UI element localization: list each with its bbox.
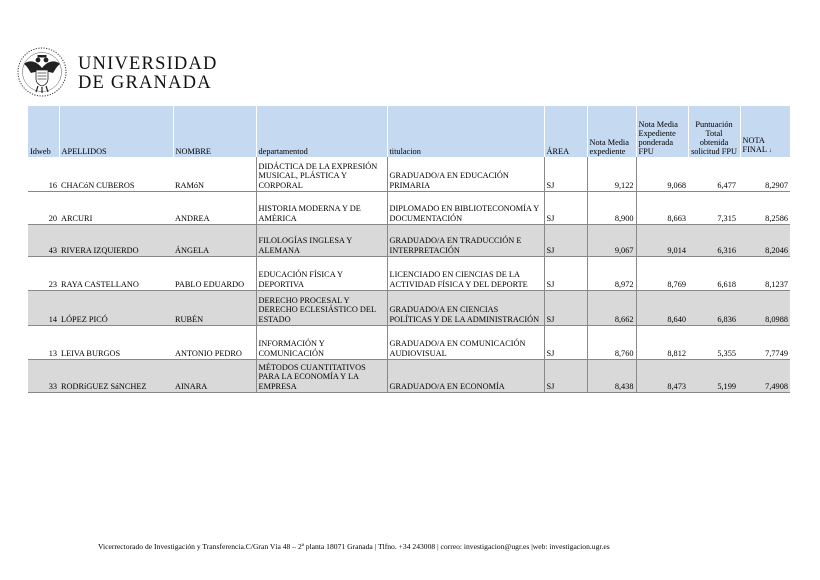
cell-nota-ponderada: 8,640 <box>636 291 688 326</box>
cell-nombre: RAMóN <box>173 157 256 192</box>
cell-nombre: ÁNGELA <box>173 225 256 257</box>
cell-departamento: DERECHO PROCESAL Y DERECHO ECLESIÁSTICO DEL ESTADO <box>256 291 387 326</box>
cell-nombre: AINARA <box>173 360 256 393</box>
cell-nota-media: 8,662 <box>587 291 636 326</box>
cell-puntuacion: 7,315 <box>688 192 740 225</box>
cell-departamento: FILOLOGÍAS INGLESA Y ALEMANA <box>256 225 387 257</box>
cell-idweb: 23 <box>28 257 59 291</box>
cell-departamento: MÉTODOS CUANTITATIVOS PARA LA ECONOMÍA Y LA EMPRESA <box>256 360 387 393</box>
cell-puntuacion: 6,477 <box>688 157 740 192</box>
cell-nota-media: 8,900 <box>587 192 636 225</box>
page-footer: Vicerrectorado de Investigación y Transferencia.C/Gran Vía 48 – 2ª planta 18071 Granada | Tlfno. +34 243008 | correo: investigacion@ugr.es |web: investigacion.ugr.es <box>98 542 610 551</box>
cell-area: SJ <box>544 225 587 257</box>
cell-nombre: RUBÉN <box>173 291 256 326</box>
sort-arrow-icon[interactable]: ↓ <box>768 148 772 154</box>
table-row <box>28 225 790 257</box>
cell-apellidos: RODRíGUEZ SáNCHEZ <box>59 360 173 393</box>
cell-nota-final: 8,2907 <box>740 157 790 192</box>
cell-departamento: DIDÁCTICA DE LA EXPRESIÓN MUSICAL, PLÁSTICA Y CORPORAL <box>256 157 387 192</box>
cell-apellidos: RIVERA IZQUIERDO <box>59 225 173 257</box>
cell-apellidos: LEIVA BURGOS <box>59 326 173 360</box>
cell-nota-final: 7,4908 <box>740 360 790 393</box>
cell-puntuacion: 5,199 <box>688 360 740 393</box>
cell-idweb: 13 <box>28 326 59 360</box>
cell-idweb: 33 <box>28 360 59 393</box>
col-header-titulacion[interactable]: titulacion <box>387 106 544 157</box>
col-header-nombre[interactable]: NOMBRE <box>173 106 256 157</box>
university-name-line1: UNIVERSIDAD <box>78 54 218 74</box>
table-row <box>28 360 790 393</box>
table-row <box>28 157 790 192</box>
col-header-nota-final[interactable] <box>740 106 790 157</box>
cell-area: SJ <box>544 157 587 192</box>
cell-puntuacion: 6,836 <box>688 291 740 326</box>
cell-nota-final: 8,1237 <box>740 257 790 291</box>
cell-nota-ponderada: 8,663 <box>636 192 688 225</box>
university-name-line2: DE GRANADA <box>78 73 212 93</box>
cell-nota-final: 8,0988 <box>740 291 790 326</box>
cell-nota-media: 8,760 <box>587 326 636 360</box>
university-logotype <box>78 55 218 93</box>
cell-nota-media: 9,122 <box>587 157 636 192</box>
cell-nombre: ANDREA <box>173 192 256 225</box>
table-header-row <box>28 106 790 157</box>
table-row <box>28 291 790 326</box>
col-header-departamento[interactable]: departamentod <box>256 106 387 157</box>
cell-titulacion: LICENCIADO EN CIENCIAS DE LA ACTIVIDAD FÍSICA Y DEL DEPORTE <box>387 257 544 291</box>
cell-departamento: HISTORIA MODERNA Y DE AMÉRICA <box>256 192 387 225</box>
cell-idweb: 14 <box>28 291 59 326</box>
cell-nota-ponderada: 9,014 <box>636 225 688 257</box>
cell-nota-media: 8,972 <box>587 257 636 291</box>
cell-nota-final: 7,7749 <box>740 326 790 360</box>
cell-area: SJ <box>544 192 587 225</box>
cell-apellidos: LÓPEZ PICÓ <box>59 291 173 326</box>
col-header-nota-media[interactable]: Nota Media expediente <box>587 106 636 157</box>
table-row <box>28 257 790 291</box>
cell-titulacion: DIPLOMADO EN BIBLIOTECONOMÍA Y DOCUMENTACIÓN <box>387 192 544 225</box>
cell-nombre: PABLO EDUARDO <box>173 257 256 291</box>
university-crest-icon <box>14 46 70 98</box>
results-table <box>28 106 791 393</box>
cell-nota-ponderada: 9,068 <box>636 157 688 192</box>
cell-nota-media: 9,067 <box>587 225 636 257</box>
cell-nota-media: 8,438 <box>587 360 636 393</box>
cell-area: SJ <box>544 326 587 360</box>
cell-apellidos: CHACóN CUBEROS <box>59 157 173 192</box>
col-header-idweb[interactable]: Idweb <box>28 106 59 157</box>
cell-nota-final: 8,2586 <box>740 192 790 225</box>
cell-nota-ponderada: 8,769 <box>636 257 688 291</box>
col-header-nota-ponderada[interactable]: Nota Media Expediente ponderada FPU <box>636 106 688 157</box>
cell-area: SJ <box>544 257 587 291</box>
cell-titulacion: GRADUADO/A EN EDUCACIÓN PRIMARIA <box>387 157 544 192</box>
nota-final-label: NOTA FINAL <box>742 136 767 154</box>
cell-apellidos: RAYA CASTELLANO <box>59 257 173 291</box>
cell-idweb: 16 <box>28 157 59 192</box>
cell-titulacion: GRADUADO/A EN ECONOMÍA <box>387 360 544 393</box>
col-header-area[interactable]: ÁREA <box>544 106 587 157</box>
cell-puntuacion: 6,316 <box>688 225 740 257</box>
cell-idweb: 43 <box>28 225 59 257</box>
cell-nota-ponderada: 8,473 <box>636 360 688 393</box>
cell-departamento: EDUCACIÓN FÍSICA Y DEPORTIVA <box>256 257 387 291</box>
cell-apellidos: ARCURI <box>59 192 173 225</box>
cell-departamento: INFORMACIÓN Y COMUNICACIÓN <box>256 326 387 360</box>
cell-titulacion: GRADUADO/A EN TRADUCCIÓN E INTERPRETACIÓN <box>387 225 544 257</box>
cell-idweb: 20 <box>28 192 59 225</box>
cell-puntuacion: 6,618 <box>688 257 740 291</box>
table-row <box>28 192 790 225</box>
cell-titulacion: GRADUADO/A EN CIENCIAS POLÍTICAS Y DE LA ADMINISTRACIÓN <box>387 291 544 326</box>
cell-area: SJ <box>544 360 587 393</box>
col-header-apellidos[interactable]: APELLIDOS <box>59 106 173 157</box>
cell-area: SJ <box>544 291 587 326</box>
cell-nota-final: 8,2046 <box>740 225 790 257</box>
cell-puntuacion: 5,355 <box>688 326 740 360</box>
cell-nombre: ANTONIO PEDRO <box>173 326 256 360</box>
cell-titulacion: GRADUADO/A EN COMUNICACIÓN AUDIOVISUAL <box>387 326 544 360</box>
cell-nota-ponderada: 8,812 <box>636 326 688 360</box>
col-header-puntuacion[interactable]: Puntuación Total obtenida solicitud FPU <box>688 106 740 157</box>
table-row <box>28 326 790 360</box>
